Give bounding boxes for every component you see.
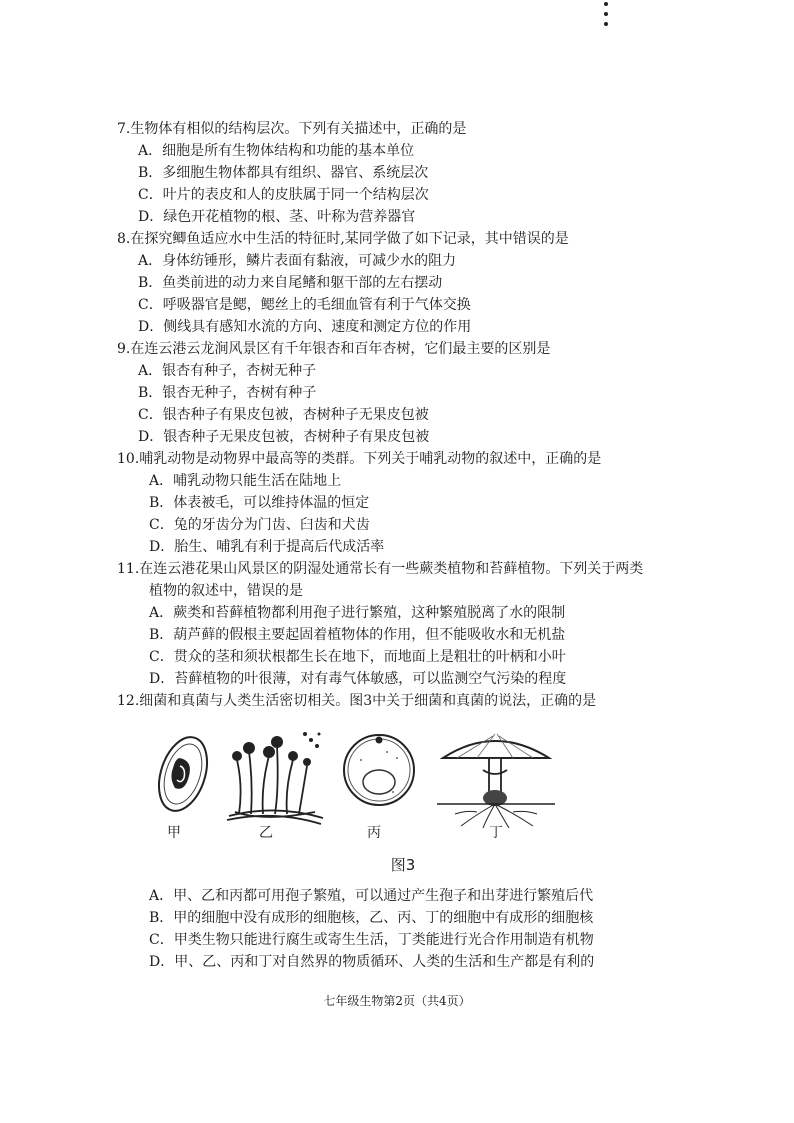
option-d: D．侧线具有感知水流的方向、速度和测定方位的作用 (138, 319, 472, 335)
option-a: A．细胞是所有生物体结构和功能的基本单位 (138, 143, 415, 159)
question-number: 7. (117, 121, 131, 137)
more-options-icon[interactable] (600, 2, 612, 26)
mushroom-illustration (437, 728, 555, 828)
option-c: C．呼吸器官是鳃，鳃丝上的毛细血管有利于气体交换 (138, 297, 471, 313)
question-stem: 在连云港花果山风景区的阴湿处通常长有一些蕨类植物和苔藓植物。下列关于两类 (139, 561, 644, 577)
menu-dot (604, 12, 608, 16)
question-number: 9. (117, 341, 131, 357)
question-stem: 在连云港云龙涧风景区有千年银杏和百年杏树，它们最主要的区别是 (130, 341, 551, 357)
question-stem: 生物体有相似的结构层次。下列有关描述中，正确的是 (130, 121, 467, 137)
question-10 (117, 448, 717, 470)
option-a: A．身体纺锤形，鳞片表面有黏液，可减少水的阻力 (138, 253, 457, 269)
option-c: C．甲类生物只能进行腐生或寄生生活，丁类能进行光合作用制造有机物 (149, 932, 594, 948)
option-b: B．甲的细胞中没有成形的细胞核，乙、丙、丁的细胞中有成形的细胞核 (149, 910, 594, 926)
question-number: 8. (117, 231, 131, 247)
option-b: B．银杏无种子，杏树有种子 (138, 385, 317, 401)
option-a: A．蕨类和苔藓植物都利用孢子进行繁殖，这种繁殖脱离了水的限制 (149, 605, 566, 621)
option-c: C．兔的牙齿分为门齿、臼齿和犬齿 (149, 517, 370, 533)
option-b: B．体表被毛，可以维持体温的恒定 (149, 495, 370, 511)
figure-caption: 图3 (390, 856, 416, 874)
figure-label-ding: 丁 (489, 825, 503, 841)
option-d: D．苔藓植物的叶很薄，对有毒气体敏感，可以监测空气污染的程度 (149, 671, 567, 687)
option-d: D．绿色开花植物的根、茎、叶称为营养器官 (138, 209, 416, 225)
figure-label-bing: 丙 (367, 825, 381, 841)
question-9 (117, 338, 717, 360)
option-d: D．胎生、哺乳有利于提高后代成活率 (149, 539, 385, 555)
question-number: 10. (117, 451, 140, 467)
option-a: A．甲、乙和丙都可用孢子繁殖，可以通过产生孢子和出芽进行繁殖后代 (149, 888, 594, 904)
question-number: 12. (117, 693, 140, 709)
option-c: C．叶片的表皮和人的皮肤属于同一个结构层次 (138, 187, 429, 203)
mold-illustration (225, 726, 325, 826)
option-c: C．贯众的茎和须状根都生长在地下，而地面上是粗壮的叶柄和小叶 (149, 649, 566, 665)
figure-label-jia: 甲 (167, 825, 181, 841)
figure-3 (117, 724, 717, 842)
bacterium-illustration (153, 732, 213, 822)
option-d: D．甲、乙、丙和丁对自然界的物质循环、人类的生活和生产都是有利的 (149, 954, 595, 970)
question-stem: 细菌和真菌与人类生活密切相关。图3中关于细菌和真菌的说法，正确的是 (139, 693, 597, 709)
question-number: 11. (117, 561, 140, 577)
exam-page (117, 118, 717, 973)
question-stem: 哺乳动物是动物界中最高等的类群。下列关于哺乳动物的叙述中，正确的是 (139, 451, 602, 467)
option-a: A．银杏有种子，杏树无种子 (138, 363, 317, 379)
page-footer: 七年级生物第2页（共4页） (323, 994, 471, 1008)
option-c: C．银杏种子有果皮包被，杏树种子无果皮包被 (138, 407, 429, 423)
yeast-illustration (341, 730, 417, 810)
menu-dot (604, 22, 608, 26)
question-11 (117, 558, 717, 580)
question-8 (117, 228, 717, 250)
question-7 (117, 118, 717, 140)
option-b: B．鱼类前进的动力来自尾鳍和躯干部的左右摆动 (138, 275, 443, 291)
question-stem-continued: 植物的叙述中，错误的是 (149, 583, 303, 599)
question-12 (117, 690, 717, 712)
question-stem: 在探究鲫鱼适应水中生活的特征时,某同学做了如下记录，其中错误的是 (130, 231, 569, 247)
option-b: B．葫芦藓的假根主要起固着植物体的作用，但不能吸收水和无机盐 (149, 627, 566, 643)
option-a: A．哺乳动物只能生活在陆地上 (149, 473, 342, 489)
figure-label-yi: 乙 (259, 825, 273, 841)
option-d: D．银杏种子无果皮包被，杏树种子有果皮包被 (138, 429, 430, 445)
option-b: B．多细胞生物体都具有组织、器官、系统层次 (138, 165, 429, 181)
menu-dot (604, 2, 608, 6)
